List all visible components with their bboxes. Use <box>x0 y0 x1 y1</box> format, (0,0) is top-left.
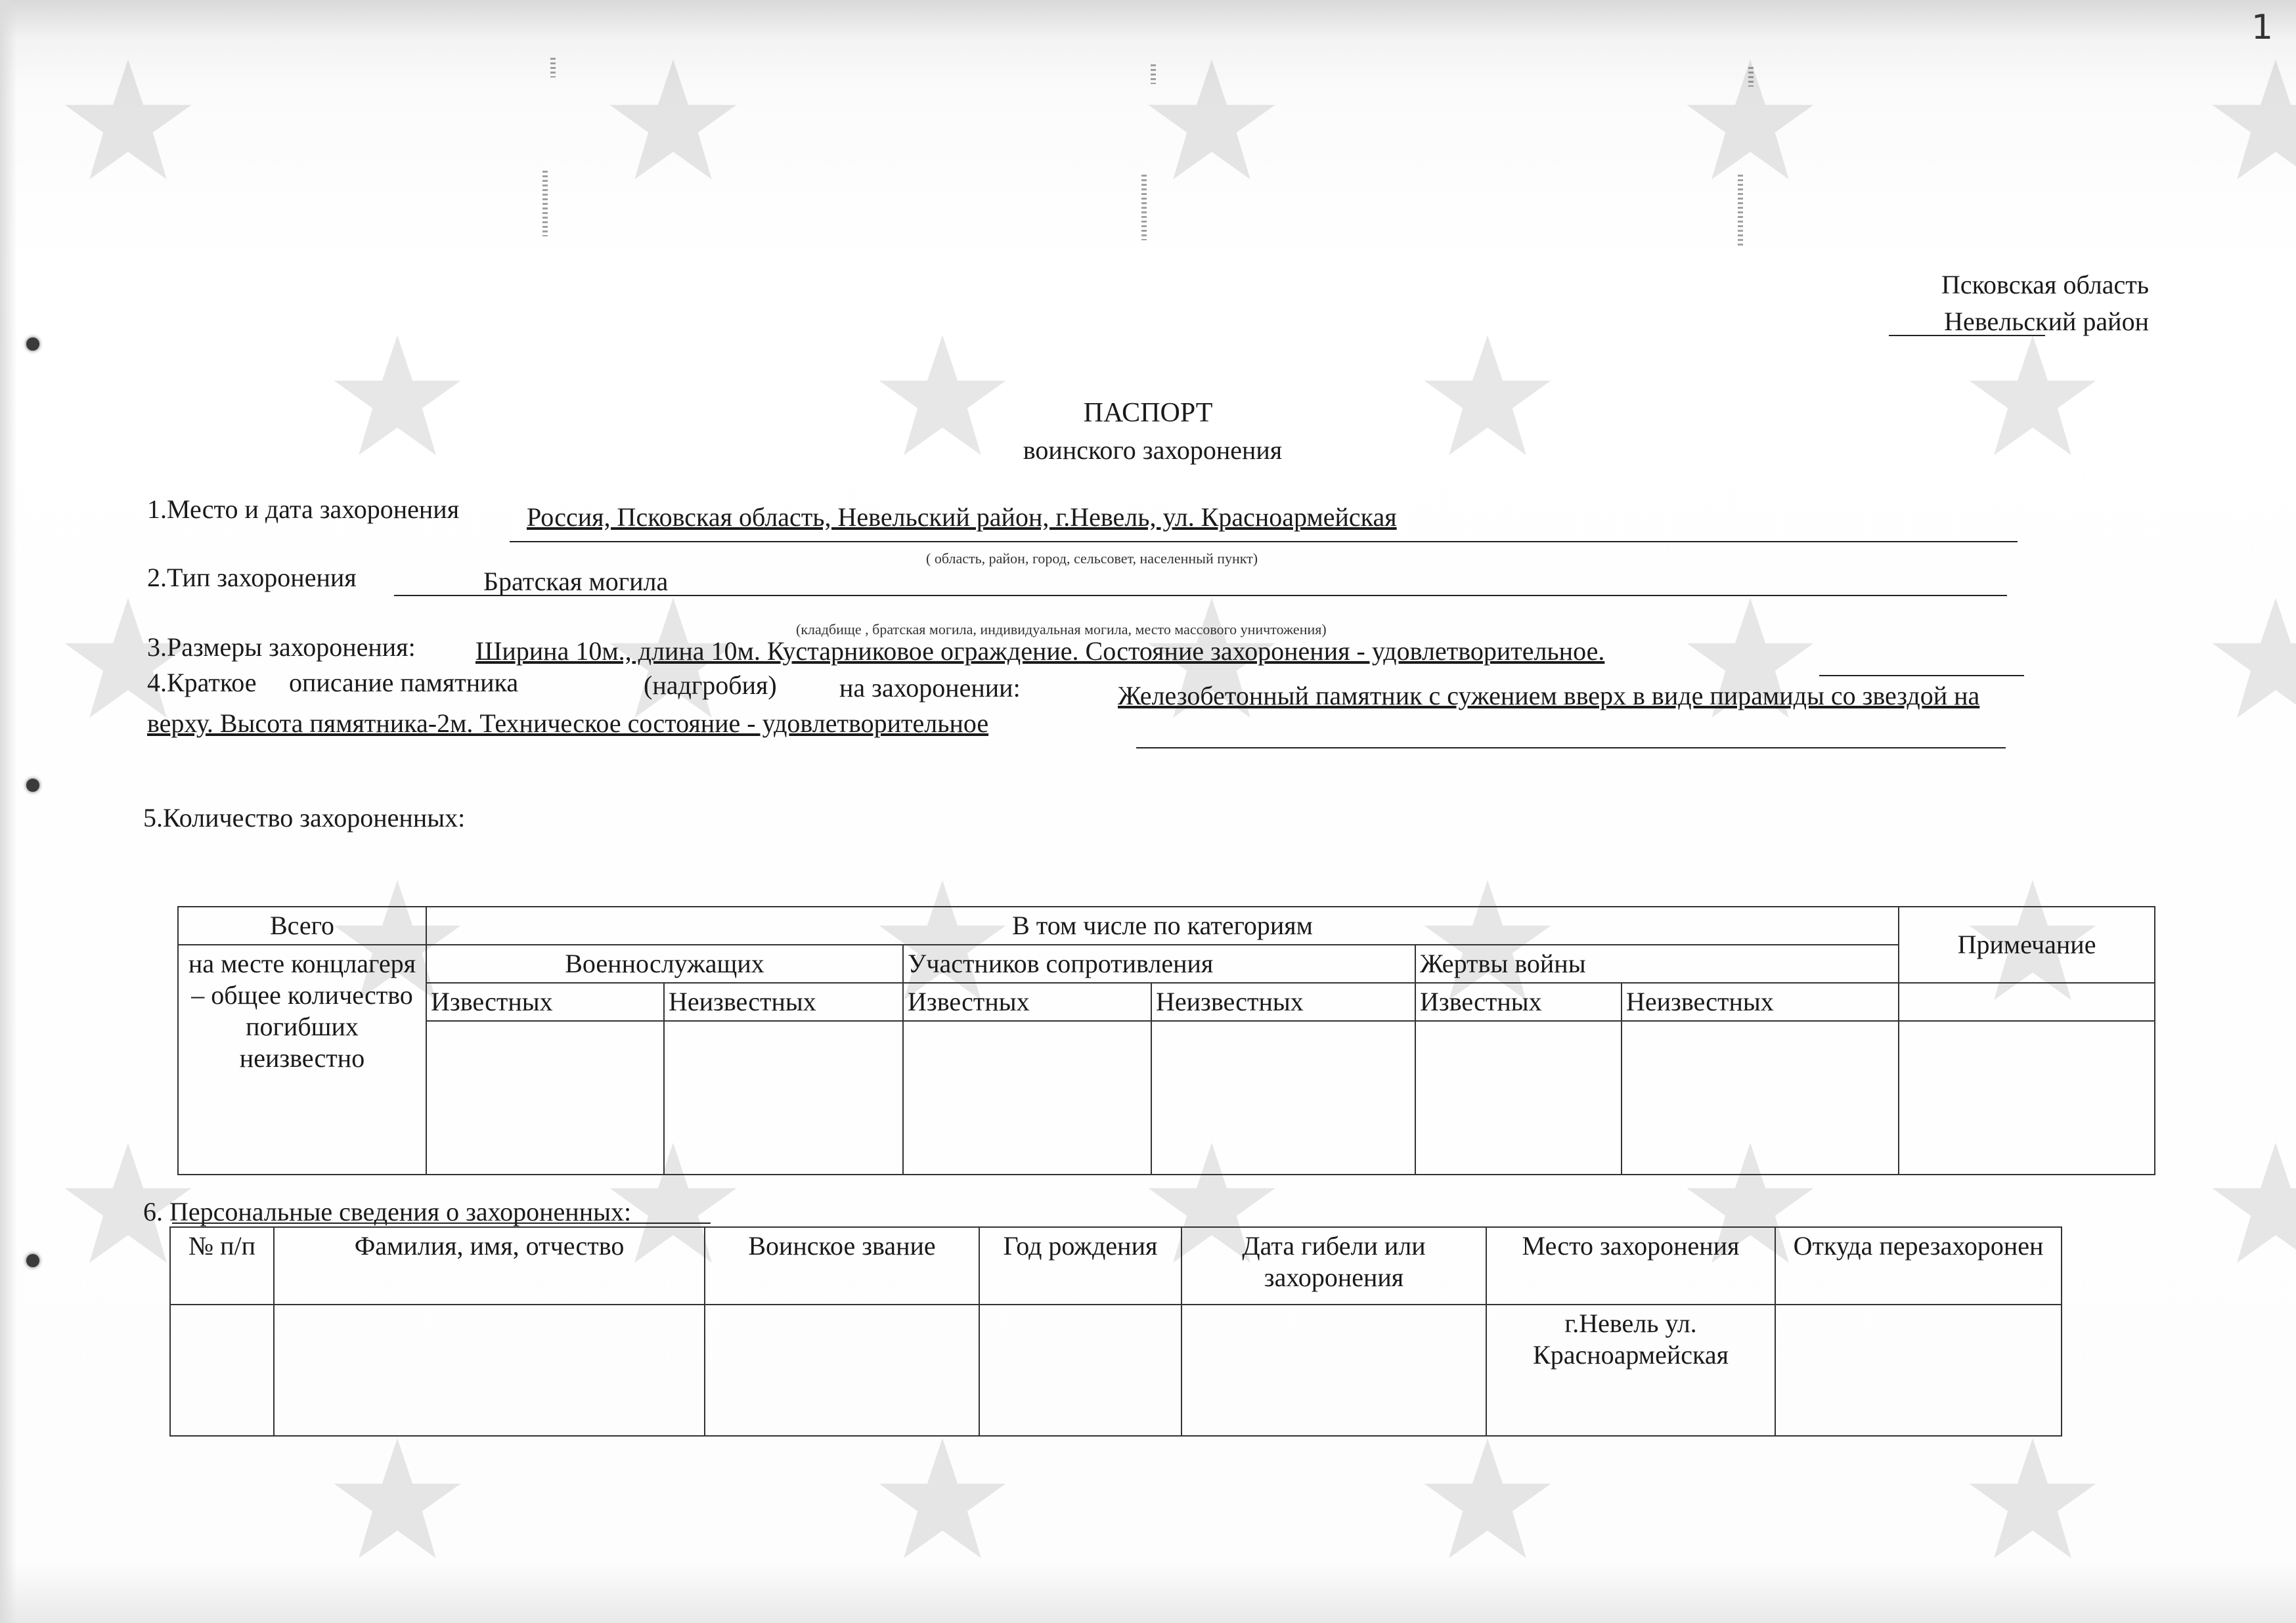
burial-place-hint: ( область, район, город, сельсовет, населенный пункт) <box>926 550 1258 567</box>
group-military: Военнослужащих <box>426 945 903 983</box>
district-name: Невельский район <box>1944 307 2149 336</box>
row-rank-cell <box>705 1305 979 1436</box>
personal-info-underline <box>172 1223 711 1224</box>
watermark-star-logo <box>1419 1431 1556 1569</box>
monument-label-a: 4.Краткое <box>147 668 257 697</box>
group-war-victims: Жертвы войны <box>1415 945 1899 983</box>
watermark-star-logo <box>2207 591 2296 729</box>
col-birth-year-header: Год рождения <box>979 1227 1181 1305</box>
punch-hole-mark <box>1748 67 1754 87</box>
monument-label-d: на захоронении: <box>839 673 1021 703</box>
burial-place-label: 1.Место и дата захоронения <box>147 494 460 524</box>
burial-size-value: Ширина 10м., длина 10м. Кустарниковое ограждение. Состояние захоронения - удовлетворительное. <box>475 636 1605 666</box>
watermark-star-logo <box>328 1431 466 1569</box>
binding-hole <box>26 779 39 792</box>
col-name-header: Фамилия, имя, отчество <box>274 1227 705 1305</box>
watermark-star-logo <box>2207 1136 2296 1274</box>
burial-size-label: 3.Размеры захоронения: <box>147 632 416 662</box>
note-value-cell <box>1899 1021 2155 1175</box>
military-known-cell <box>426 1021 664 1175</box>
monument-description-line <box>1136 747 2006 748</box>
punch-hole-mark <box>542 171 548 236</box>
district-underline <box>1889 335 2045 336</box>
punch-hole-mark <box>1151 64 1156 84</box>
row-name-cell <box>274 1305 705 1436</box>
note-cell <box>1899 983 2155 1021</box>
resistance-unknown-cell <box>1151 1021 1415 1175</box>
col-number-header: № п/п <box>170 1227 274 1305</box>
military-unknown-cell <box>664 1021 903 1175</box>
burial-type-line <box>394 595 2007 596</box>
watermark-star-logo <box>873 1431 1011 1569</box>
monument-description-line1: Железобетонный памятник с сужением вверх в виде пирамиды со звездой на <box>1118 681 1980 710</box>
burial-type-value: Братская могила <box>483 567 669 596</box>
military-unknown-header: Неизвестных <box>664 983 903 1021</box>
punch-hole-mark <box>1141 175 1147 240</box>
punch-hole-mark <box>550 58 556 77</box>
watermark-star-logo <box>1143 53 1281 190</box>
resistance-known-cell <box>903 1021 1151 1175</box>
handwritten-page-number: 1 <box>2251 8 2274 47</box>
watermark-star-logo <box>1964 1431 2102 1569</box>
binding-hole <box>26 1254 39 1267</box>
victims-unknown-header: Неизвестных <box>1622 983 1899 1021</box>
row-death-date-cell <box>1181 1305 1486 1436</box>
burial-size-line <box>1819 675 2024 676</box>
resistance-known-header: Известных <box>903 983 1151 1021</box>
monument-label-b: описание памятника <box>289 668 519 697</box>
note-header: Примечание <box>1899 907 2155 983</box>
burial-type-label: 2.Тип захоронения <box>147 563 357 592</box>
victims-known-cell <box>1415 1021 1622 1175</box>
monument-label-c: (надгробия) <box>644 670 777 700</box>
row-birth-year-cell <box>979 1305 1181 1436</box>
monument-description-line2: верху. Высота пямятника-2м. Техническое состояние - удовлетворительное <box>147 708 989 738</box>
watermark-star-logo <box>2207 53 2296 190</box>
document-title: ПАСПОРТ <box>1083 398 1213 428</box>
binding-hole <box>26 337 39 351</box>
watermark-star-logo <box>59 53 197 190</box>
total-header: Всего <box>178 907 426 945</box>
col-rank-header: Воинское звание <box>705 1227 979 1305</box>
victims-unknown-cell <box>1622 1021 1899 1175</box>
row-burial-place-cell: г.Невель ул. Красноармейская <box>1486 1305 1775 1436</box>
victims-known-header: Известных <box>1415 983 1622 1021</box>
burial-place-line <box>510 541 2018 542</box>
total-value: на месте концлагеря – общее количество погибших неизвестно <box>178 945 426 1175</box>
watermark-star-logo <box>604 53 742 190</box>
punch-hole-mark <box>1738 175 1743 247</box>
row-reburied-from-cell <box>1775 1305 2062 1436</box>
col-burial-place-header: Место захоронения <box>1486 1227 1775 1305</box>
resistance-unknown-header: Неизвестных <box>1151 983 1415 1021</box>
region-name: Псковская область <box>1941 270 2149 299</box>
burial-type-hint: (кладбище , братская могила, индивидуальная могила, место массового уничтожения) <box>796 621 1327 638</box>
personal-info-table <box>169 1226 2062 1437</box>
group-resistance: Участников сопротивления <box>903 945 1415 983</box>
row-number-cell <box>170 1305 274 1436</box>
burial-place-value: Россия, Псковская область, Невельский район, г.Невель, ул. Красноармейская <box>527 502 1397 532</box>
burial-count-table <box>177 906 2155 1175</box>
military-known-header: Известных <box>426 983 664 1021</box>
col-reburied-from-header: Откуда перезахоронен <box>1775 1227 2062 1305</box>
document-subtitle: воинского захоронения <box>1023 435 1283 465</box>
category-header: В том числе по категориям <box>426 907 1899 945</box>
personal-info-label: 6. Персональные сведения о захороненных: <box>143 1197 632 1226</box>
col-death-date-header: Дата гибели или захоронения <box>1181 1227 1486 1305</box>
burial-count-label: 5.Количество захороненных: <box>143 803 466 833</box>
